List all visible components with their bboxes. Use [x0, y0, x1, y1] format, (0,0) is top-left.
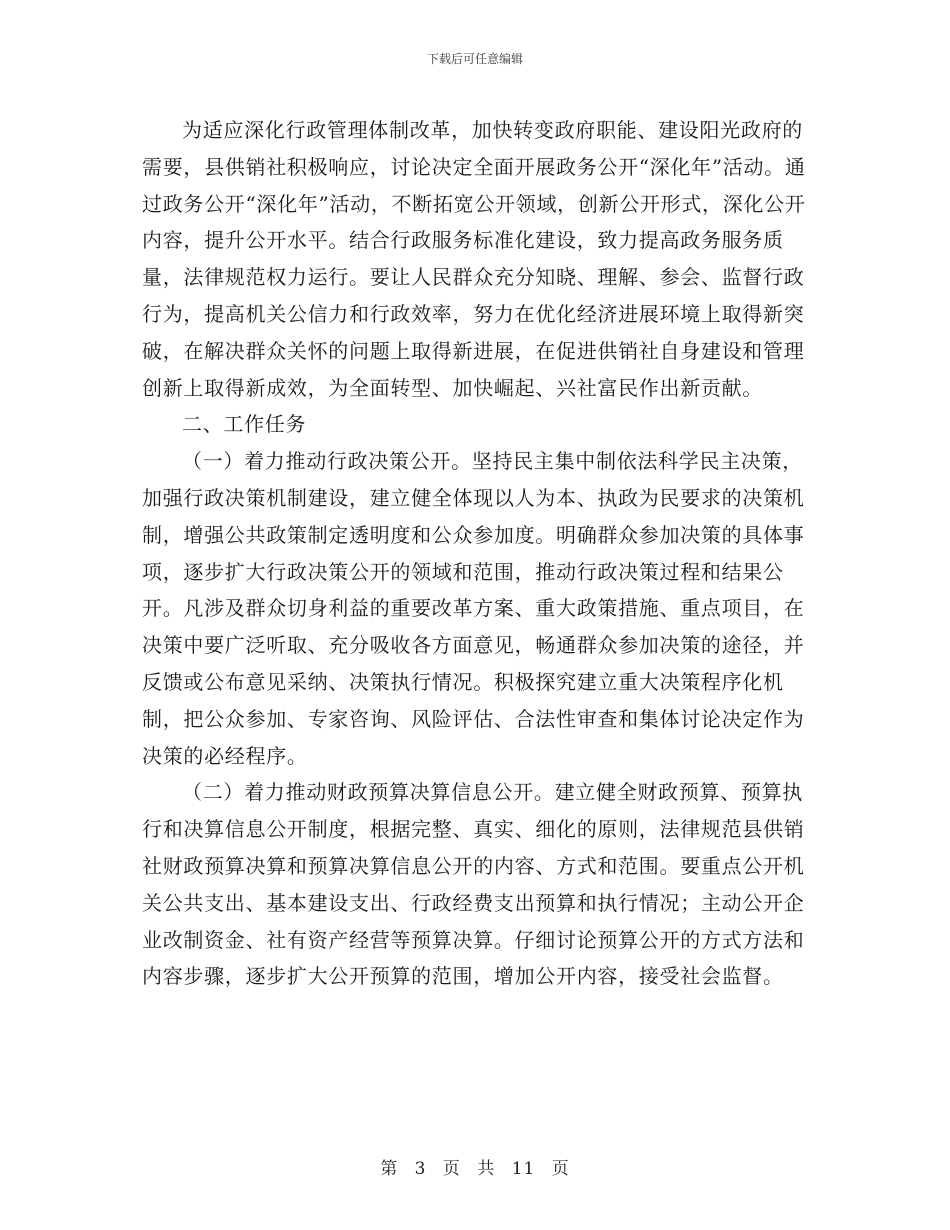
- paragraph-intro: 为适应深化行政管理体制改革，加快转变政府职能、建设阳光政府的需要，县供销社积极响应，讨论决定全面开展政务公开“深化年”活动。通过政务公开“深化年”活动，不断拓宽公开领域，创新公开形式，深化公开内容，提升公开水平。结合行政服务标准化建设，致力提高政务服务质量，法律规范权力运行。要让人民群众充分知晓、理解、参会、监督行政行为，提高机关公信力和行政效率，努力在优化经济进展环境上取得新突破，在解决群众关怀的问题上取得新进展，在促进供销社自身建设和管理创新上取得新成效，为全面转型、加快崛起、兴社富民作出新贡献。: [142, 118, 806, 400]
- page-footer: [0, 1154, 950, 1179]
- footer-page-prefix: 第: [380, 1159, 399, 1179]
- footer-page-number: 3: [414, 1159, 427, 1179]
- page-header: 下载后可任意编辑: [426, 52, 523, 66]
- footer-total-prefix: 共: [477, 1159, 496, 1179]
- section-heading-work-tasks: 二、工作任务: [182, 412, 307, 437]
- document-body: [142, 112, 812, 995]
- paragraph-budget-disclosure: （二）着力推动财政预算决算信息公开。建立健全财政预算、预算执行和决算信息公开制度，根据完整、真实、细化的原则，法律规范县供销社财政预算决算和预算决算信息公开的内容、方式和范围。要重点公开机关公共支出、基本建设支出、行政经费支出预算和执行情况；主动公开企业改制资金、社有资产经营等预算决算。仔细讨论预算公开的方式方法和内容步骤，逐步扩大公开预算的范围，增加公开内容，接受社会监督。: [142, 780, 805, 989]
- paragraph-decision-disclosure: （一）着力推动行政决策公开。坚持民主集中制依法科学民主决策，加强行政决策机制建设，建立健全体现以人为本、执政为民要求的决策机制，增强公共政策制定透明度和公众参加度。明确群众参加决策的具体事项，逐步扩大行政决策公开的领域和范围，推动行政决策过程和结果公开。凡涉及群众切身利益的重要改革方案、重大政策措施、重点项目，在决策中要广泛听取、充分吸收各方面意见，畅通群众参加决策的途径，并反馈或公布意见采纳、决策执行情况。积极探究建立重大决策程序化机制，把公众参加、专家咨询、风险评估、合法性审查和集体讨论决定作为决策的必经程序。: [142, 449, 805, 768]
- footer-total-suffix: 页: [551, 1159, 570, 1179]
- footer-page-mid: 页: [442, 1159, 461, 1179]
- footer-total-pages: 11: [511, 1159, 536, 1179]
